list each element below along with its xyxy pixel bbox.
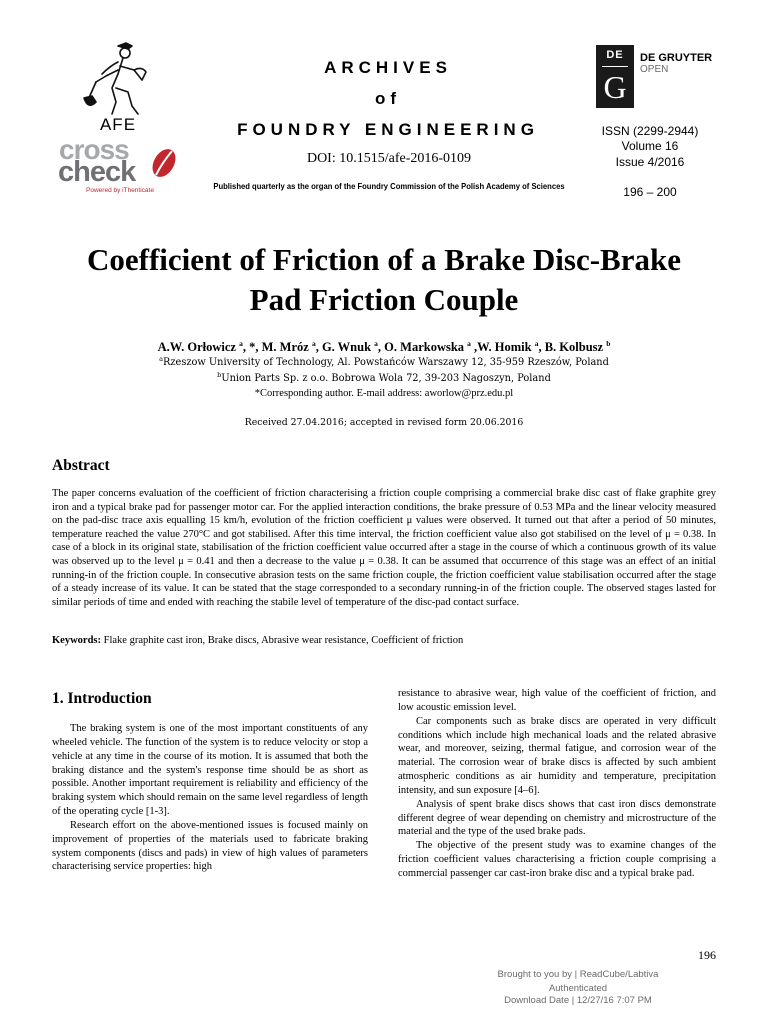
author-name: B. Kolbusz: [544, 340, 607, 354]
paragraph: Analysis of spent brake discs shows that cast iron discs demonstrate different degree of wear depending on chemistry and microstructure of the material and the type of the used brake pads.: [398, 798, 716, 838]
received-dates: Received 27.04.2016; accepted in revised form 20.06.2016: [244, 417, 524, 428]
publisher-sub: OPEN: [640, 64, 669, 75]
publisher-logo-box: [596, 45, 634, 108]
left-column: [52, 722, 368, 874]
paragraph: The objective of the present study was to examine changes of the friction coefficient values characterising a friction couple comprising a commercial passenger car cast-iron brake disc and a typical brake pad.: [398, 840, 716, 879]
publisher-logo-letter: G: [603, 69, 627, 105]
author-separator: ,: [470, 340, 478, 354]
author-name: A.W. Orłowicz: [157, 340, 240, 354]
author-separator: ,: [377, 340, 385, 354]
volume: Volume 16: [621, 139, 679, 153]
author-affil-mark: a: [311, 339, 316, 348]
keywords-text: Flake graphite cast iron, Brake discs, Abrasive wear resistance, Coefficient of friction: [101, 635, 464, 646]
footer-access-line: Brought to you by | ReadCube/Labtiva: [497, 969, 659, 980]
corresponding-author: *Corresponding author. E-mail address: aworlow@prz.edu.pl: [254, 388, 514, 399]
issue: Issue 4/2016: [615, 155, 685, 169]
affiliation-a: [40, 356, 728, 370]
page-range: 196 – 200: [623, 185, 677, 199]
introduction-heading: 1. Introduction: [52, 690, 152, 707]
keywords-label: Keywords:: [52, 635, 101, 646]
author-list: [40, 339, 728, 355]
crosscheck-logo-check: check: [58, 156, 136, 188]
author-affil-mark: a: [467, 339, 471, 348]
publisher-logo-rule: [602, 66, 628, 67]
paragraph: resistance to abrasive wear, high value of the coefficient of friction, and low acoustic emission level.: [398, 688, 716, 713]
keywords: [52, 634, 716, 648]
author-separator: , *,: [242, 340, 262, 354]
crosscheck-powered-by: Powered by iThenticate: [86, 187, 154, 194]
author-separator: ,: [538, 340, 545, 354]
footer-auth-line: Authenticated: [548, 983, 608, 994]
afe-logo-text: AFE: [99, 115, 137, 134]
author-name: M. Mróz: [261, 340, 312, 354]
publisher-logo-top-text: DE: [606, 49, 624, 61]
journal-name-line-3: FOUNDRY ENGINEERING: [237, 120, 539, 139]
abstract-text: The paper concerns evaluation of the coefficient of friction characterising a friction couple comprising a commercial brake disc cast of flake graphite grey iron and a typical brake pad for passenger motor car. For the applied interaction conditions, the brake pressure of 0.53 MPa and the linear velocity measured on the pad-disc trace axis equalling 15 km/h, evolution of the friction coefficient μ values were observed. It turned out that after a period of 50 minutes, temperature reached the value 270°C and got stabilised. After this time interval, the friction coefficient value also got stabilised on the level of μ = 0.38. In case of a block in its original state, stabilisation of the friction coefficient value occurred after a stage in the course of which a continuous growth of its value was observed up to the level μ = 0.41 and then a decrease to the value μ = 0.38. It can be assumed that occurrence of this stage was an effect of an initial running-in of the friction couple. In consecutive abrasion tests on the same friction couple, the friction coefficient value stabilisation occurred after the stage of a steady increase of its value. It can be stated that the stage corresponded to a secondary running-in of the friction couple. The observed stages lasted for similar periods of time and ended with reaching the stabile level of temperature of the disc-pad contact surface.: [52, 488, 716, 608]
author-name: G. Wnuk: [321, 340, 375, 354]
paragraph: Research effort on the above-mentioned issues is focused mainly on improvement of properties of the materials used to fabricate braking system components (discs and pads) in view of high values of parameters characterising service properties: high: [52, 819, 368, 873]
author-separator: ,: [315, 340, 322, 354]
journal-name-line-1: ARCHIVES: [324, 58, 452, 77]
issn: ISSN (2299-2944): [601, 124, 699, 138]
crosscheck-leaf-icon: [148, 145, 180, 181]
affiliation-b: [40, 372, 728, 386]
paragraph: The braking system is one of the most important constituents of any wheeled vehicle. The function of the system is to reduce velocity or stop a vehicle at any time in the course of its motion. It is assumed that both the braking distance and the system's response time should be as short as possible. Another important requirement is reliability and efficiency of the braking system which should remain on the same level regardless of length of the operating cycle [1-3].: [52, 723, 368, 818]
author-affil-mark: a: [534, 339, 539, 348]
paragraph: Car components such as brake discs are operated in very difficult conditions which include high mechanical loads and the related abrasive wear, and moreover, seizing, thermal fatigue, and corrosion wear of the material. The corrosion wear of brake discs is affected by such ambient atmospheric conditions as air humidity and temperature, precipitation intensity, and sun exposure [4–6].: [398, 715, 716, 796]
doi: DOI: 10.1515/afe-2016-0109: [306, 151, 472, 166]
author-name: O. Markowska: [384, 340, 468, 354]
affiliation-text: Rzeszow University of Technology, Al. Powstańców Warszawy 12, 35-959 Rzeszów, Poland: [162, 357, 609, 368]
publisher-name: DE GRUYTER: [640, 52, 713, 64]
published-note: Published quarterly as the organ of the Foundry Commission of the Polish Academy of Sciences: [213, 181, 565, 191]
journal-name-line-2: of: [374, 89, 402, 108]
abstract-heading: Abstract: [52, 457, 110, 474]
author-affil-mark: a: [239, 339, 243, 348]
crosscheck-logo-cross: cross: [59, 134, 129, 165]
right-column: [398, 687, 716, 881]
footer-download-line: Download Date | 12/27/16 7:07 PM: [504, 995, 652, 1006]
article-title-line-1: Coefficient of Friction of a Brake Disc-Brake: [86, 242, 681, 277]
affiliation-text: Union Parts Sp. z o.o. Bobrowa Wola 72, 39-203 Nagoszyn, Poland: [221, 373, 551, 384]
author-name: W. Homik: [477, 340, 535, 354]
affiliation-mark: b: [217, 371, 222, 379]
page-number: 196: [698, 948, 716, 962]
afe-foundryman-logo-icon: [82, 40, 158, 118]
article-title-line-2: Pad Friction Couple: [249, 282, 519, 317]
affiliation-mark: a: [159, 355, 163, 363]
author-affil-mark: b: [606, 339, 611, 348]
author-affil-mark: a: [374, 339, 378, 348]
